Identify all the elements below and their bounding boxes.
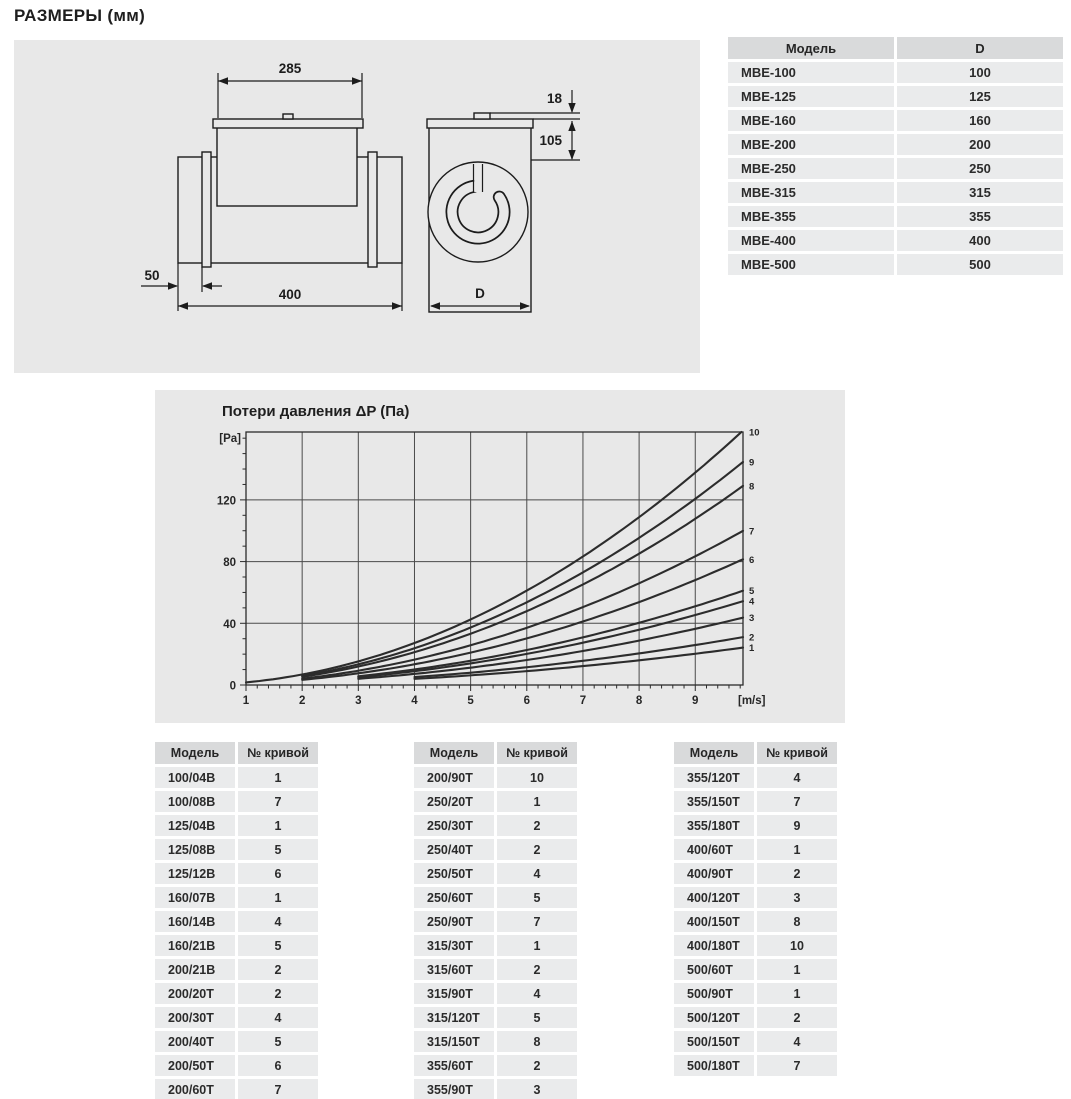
value-cell: 2 xyxy=(757,1007,837,1028)
x-tick-label: 2 xyxy=(298,695,306,707)
value-cell: 1 xyxy=(497,791,577,812)
model-cell: 500/90T xyxy=(674,983,754,1004)
model-cell: 200/90T xyxy=(414,767,494,788)
curve-label-4: 4 xyxy=(749,596,755,608)
table-row xyxy=(155,983,318,1004)
model-cell: 500/180T xyxy=(674,1055,754,1076)
value-cell: 400 xyxy=(897,230,1063,251)
model-cell: 500/60T xyxy=(674,959,754,980)
model-cell: 200/21B xyxy=(155,959,235,980)
curve-label-6: 6 xyxy=(749,554,755,566)
heater-box xyxy=(217,127,357,206)
dim-label-D: D xyxy=(475,286,485,301)
value-cell: 1 xyxy=(757,839,837,860)
model-cell: 355/60T xyxy=(414,1055,494,1076)
table-row xyxy=(414,959,577,980)
model-cell: МВЕ-100 xyxy=(728,62,894,83)
table-row xyxy=(728,110,1063,131)
column-header: Модель xyxy=(155,742,235,764)
model-cell: 355/90T xyxy=(414,1079,494,1099)
dimension-drawing xyxy=(14,40,700,373)
dim-label-105: 105 xyxy=(539,133,562,148)
model-cell: МВЕ-315 xyxy=(728,182,894,203)
page-title: РАЗМЕРЫ (мм) xyxy=(14,6,146,25)
model-cell: 160/21B xyxy=(155,935,235,956)
value-cell: 160 xyxy=(897,110,1063,131)
value-cell: 9 xyxy=(757,815,837,836)
x-tick-label: 9 xyxy=(692,695,699,707)
x-tick-label: 1 xyxy=(242,695,250,707)
dim-label-285: 285 xyxy=(278,61,302,76)
value-cell: 200 xyxy=(897,134,1063,155)
table-row xyxy=(155,1007,318,1028)
x-axis-unit: [m/s] xyxy=(738,695,766,707)
flange-ring-left xyxy=(202,152,211,267)
table-row xyxy=(155,1079,318,1099)
value-cell: 2 xyxy=(497,815,577,836)
dimensions-panel xyxy=(14,40,700,373)
table-row xyxy=(414,767,577,788)
model-cell: 200/50T xyxy=(155,1055,235,1076)
model-cell: 355/150T xyxy=(674,791,754,812)
model-cell: МВЕ-500 xyxy=(728,254,894,275)
curve-label-8: 8 xyxy=(749,481,755,493)
table-row xyxy=(414,935,577,956)
y-tick-label: 0 xyxy=(229,680,236,693)
chart-title: Потери давления ΔP (Па) xyxy=(222,403,410,420)
curve-4 xyxy=(358,601,743,677)
model-cell: 355/180T xyxy=(674,815,754,836)
column-header: № кривой xyxy=(497,742,577,764)
value-cell: 3 xyxy=(497,1079,577,1099)
value-cell: 315 xyxy=(897,182,1063,203)
table-row xyxy=(674,911,837,932)
column-header: Модель xyxy=(728,37,894,59)
model-cell: 160/07B xyxy=(155,887,235,908)
value-cell: 7 xyxy=(238,1079,318,1099)
curve-label-5: 5 xyxy=(749,586,755,598)
table-row xyxy=(155,887,318,908)
value-cell: 10 xyxy=(757,935,837,956)
value-cell: 4 xyxy=(497,863,577,884)
model-cell: 355/120T xyxy=(674,767,754,788)
model-cell: 400/180T xyxy=(674,935,754,956)
model-cell: 315/60T xyxy=(414,959,494,980)
value-cell: 4 xyxy=(238,1007,318,1028)
value-cell: 125 xyxy=(897,86,1063,107)
value-cell: 2 xyxy=(238,983,318,1004)
curve-table-2 xyxy=(411,739,580,1099)
model-cell: 200/20T xyxy=(155,983,235,1004)
table-row xyxy=(728,254,1063,275)
model-cell: 500/120T xyxy=(674,1007,754,1028)
table-row xyxy=(728,158,1063,179)
value-cell: 7 xyxy=(757,791,837,812)
value-cell: 4 xyxy=(238,911,318,932)
model-cell: 200/60T xyxy=(155,1079,235,1099)
curve-label-1: 1 xyxy=(749,643,755,655)
table-row xyxy=(155,815,318,836)
value-cell: 2 xyxy=(757,863,837,884)
table-row xyxy=(155,767,318,788)
value-cell: 1 xyxy=(238,887,318,908)
column-header: Модель xyxy=(414,742,494,764)
table-row xyxy=(414,1079,577,1099)
x-tick-label: 8 xyxy=(635,695,643,707)
x-tick-label: 4 xyxy=(411,695,418,707)
table-row xyxy=(674,935,837,956)
table-row xyxy=(728,86,1063,107)
model-cell: 250/40T xyxy=(414,839,494,860)
value-cell: 8 xyxy=(497,1031,577,1052)
value-cell: 4 xyxy=(757,767,837,788)
table-row xyxy=(414,839,577,860)
value-cell: 250 xyxy=(897,158,1063,179)
model-cell: 200/40T xyxy=(155,1031,235,1052)
table-row xyxy=(674,791,837,812)
model-cell: 100/04B xyxy=(155,767,235,788)
table-row xyxy=(674,767,837,788)
model-cell: МВЕ-355 xyxy=(728,206,894,227)
value-cell: 8 xyxy=(757,911,837,932)
table-row xyxy=(155,791,318,812)
side-view-drawing xyxy=(141,61,402,311)
value-cell: 1 xyxy=(497,935,577,956)
x-tick-label: 7 xyxy=(579,695,587,707)
curve-label-9: 9 xyxy=(749,457,755,469)
value-cell: 5 xyxy=(497,887,577,908)
table-row xyxy=(414,1055,577,1076)
table-row xyxy=(674,839,837,860)
table-row xyxy=(155,959,318,980)
value-cell: 1 xyxy=(238,815,318,836)
table-row xyxy=(414,791,577,812)
lid-nub xyxy=(283,114,293,119)
model-cell: 500/150T xyxy=(674,1031,754,1052)
table-row xyxy=(674,815,837,836)
front-lid xyxy=(427,119,533,128)
y-tick-label: 40 xyxy=(223,618,236,631)
table-row xyxy=(728,62,1063,83)
model-cell: 400/150T xyxy=(674,911,754,932)
value-cell: 1 xyxy=(238,767,318,788)
model-cell: 125/12B xyxy=(155,863,235,884)
table-row xyxy=(414,1007,577,1028)
model-cell: МВЕ-160 xyxy=(728,110,894,131)
table-row xyxy=(728,134,1063,155)
table-row xyxy=(674,863,837,884)
model-cell: МВЕ-400 xyxy=(728,230,894,251)
value-cell: 2 xyxy=(497,959,577,980)
table-row xyxy=(155,863,318,884)
y-axis-unit: [Pa] xyxy=(219,433,241,445)
table-row xyxy=(674,887,837,908)
column-header: Модель xyxy=(674,742,754,764)
table-row xyxy=(728,206,1063,227)
value-cell: 5 xyxy=(238,935,318,956)
value-cell: 355 xyxy=(897,206,1063,227)
table-row xyxy=(728,230,1063,251)
value-cell: 2 xyxy=(238,959,318,980)
model-cell: 315/120T xyxy=(414,1007,494,1028)
column-header: D xyxy=(897,37,1063,59)
model-cell: 200/30T xyxy=(155,1007,235,1028)
model-cell: 160/14B xyxy=(155,911,235,932)
curve-label-3: 3 xyxy=(749,613,755,625)
value-cell: 6 xyxy=(238,1055,318,1076)
y-tick-label: 80 xyxy=(223,557,236,570)
curve-table-1 xyxy=(152,739,321,1099)
model-cell: МВЕ-125 xyxy=(728,86,894,107)
table-row xyxy=(155,911,318,932)
value-cell: 3 xyxy=(757,887,837,908)
table-row xyxy=(674,1007,837,1028)
model-cell: 125/04B xyxy=(155,815,235,836)
dimension-285 xyxy=(218,61,362,118)
value-cell: 4 xyxy=(497,983,577,1004)
value-cell: 1 xyxy=(757,983,837,1004)
curve-label-10: 10 xyxy=(749,427,760,439)
value-cell: 2 xyxy=(497,1055,577,1076)
curve-label-7: 7 xyxy=(749,526,755,538)
model-cell: 250/30T xyxy=(414,815,494,836)
dim-label-18: 18 xyxy=(546,91,562,106)
front-lid-nub xyxy=(474,113,490,119)
table-row xyxy=(414,887,577,908)
model-cell: 125/08B xyxy=(155,839,235,860)
x-tick-label: 6 xyxy=(523,695,530,707)
model-cell: 100/08B xyxy=(155,791,235,812)
value-cell: 6 xyxy=(238,863,318,884)
value-cell: 100 xyxy=(897,62,1063,83)
model-cell: 400/90T xyxy=(674,863,754,884)
table-row xyxy=(155,1031,318,1052)
value-cell: 5 xyxy=(497,1007,577,1028)
table-row xyxy=(414,911,577,932)
curve-9 xyxy=(302,462,743,676)
value-cell: 10 xyxy=(497,767,577,788)
value-cell: 7 xyxy=(497,911,577,932)
model-cell: 315/30T xyxy=(414,935,494,956)
model-cell: 315/90T xyxy=(414,983,494,1004)
value-cell: 500 xyxy=(897,254,1063,275)
column-header: № кривой xyxy=(757,742,837,764)
x-tick-label: 3 xyxy=(355,695,362,707)
table-row xyxy=(155,935,318,956)
table-row xyxy=(674,1031,837,1052)
table-row xyxy=(674,983,837,1004)
value-cell: 1 xyxy=(757,959,837,980)
dimension-105 xyxy=(531,121,580,160)
model-cell: 250/60T xyxy=(414,887,494,908)
dimension-18 xyxy=(490,90,580,119)
model-cell: 250/50T xyxy=(414,863,494,884)
model-cell: МВЕ-200 xyxy=(728,134,894,155)
table-row xyxy=(414,815,577,836)
model-cell: МВЕ-250 xyxy=(728,158,894,179)
value-cell: 7 xyxy=(757,1055,837,1076)
value-cell: 2 xyxy=(497,839,577,860)
model-cell: 400/120T xyxy=(674,887,754,908)
table-row xyxy=(414,983,577,1004)
x-tick-label: 5 xyxy=(467,695,474,707)
value-cell: 5 xyxy=(238,1031,318,1052)
value-cell: 4 xyxy=(757,1031,837,1052)
model-cell: 400/60T xyxy=(674,839,754,860)
dim-label-400: 400 xyxy=(278,287,302,302)
table-row xyxy=(155,839,318,860)
heater-box-lid xyxy=(213,119,363,128)
chart-panel xyxy=(155,390,845,723)
value-cell: 7 xyxy=(238,791,318,812)
pressure-loss-chart xyxy=(155,390,845,723)
curve-10 xyxy=(246,432,741,682)
y-tick-label: 120 xyxy=(216,495,236,508)
model-cell: 250/90T xyxy=(414,911,494,932)
table-row xyxy=(414,863,577,884)
table-row xyxy=(414,1031,577,1052)
dim-label-50: 50 xyxy=(144,268,160,283)
front-view-drawing xyxy=(427,90,580,312)
column-header: № кривой xyxy=(238,742,318,764)
table-row xyxy=(155,1055,318,1076)
model-diameter-table xyxy=(725,34,1066,278)
value-cell: 5 xyxy=(238,839,318,860)
table-row xyxy=(674,959,837,980)
flange-ring-right xyxy=(368,152,377,267)
table-row xyxy=(728,182,1063,203)
table-row xyxy=(674,1055,837,1076)
model-cell: 250/20T xyxy=(414,791,494,812)
curve-table-3 xyxy=(671,739,840,1079)
model-cell: 315/150T xyxy=(414,1031,494,1052)
curve-label-2: 2 xyxy=(749,632,755,644)
